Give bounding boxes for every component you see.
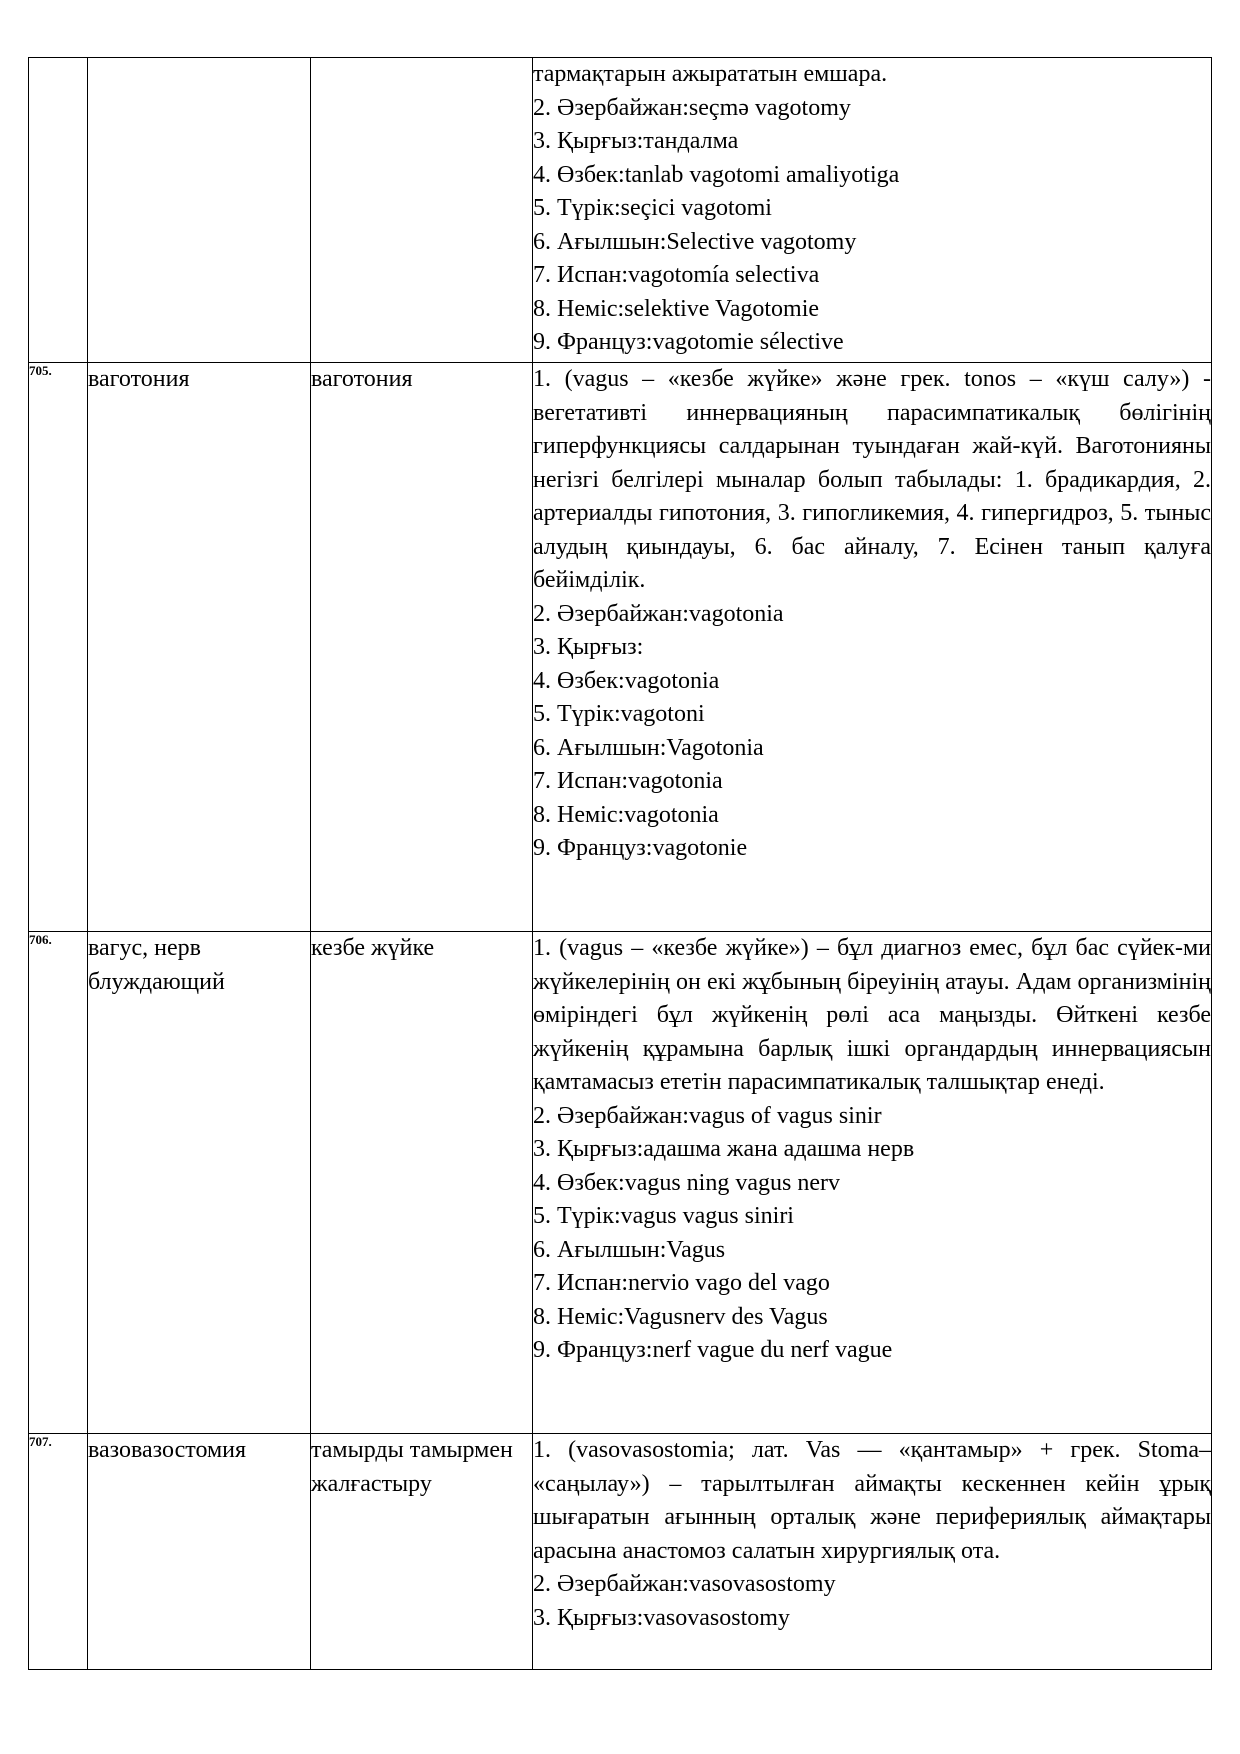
table-row <box>29 932 1212 1434</box>
translation-line: 3. Қырғыз: <box>533 634 644 660</box>
translation-line: 8. Неміс:Vagusnerv des Vagus <box>533 1303 828 1330</box>
translation-line: 6. Ағылшын:Selective vagotomy <box>533 228 857 255</box>
translation-line: 3. Қырғыз:тандалма <box>533 128 739 154</box>
definition-cell <box>533 58 1212 363</box>
translation-line: 5. Түрік:vagus vagus siniri <box>533 1203 794 1229</box>
entry-number: 705. <box>29 363 88 932</box>
translation-line: 7. Испан:nervio vago del vago <box>533 1270 830 1296</box>
term-russian: вазовазостомия <box>88 1434 311 1670</box>
definition-text: тармақтарын ажырататын емшара. <box>533 61 888 87</box>
entry-number: 707. <box>29 1434 88 1670</box>
entry-number <box>29 58 88 363</box>
translation-line: 2. Әзербайжан:vagotonia <box>533 600 784 627</box>
translation-line: 9. Француз:vagotomie sélective <box>533 329 844 355</box>
table-row <box>29 58 1212 363</box>
translation-line: 8. Неміс:vagotonia <box>533 801 719 828</box>
glossary-table <box>28 57 1212 1670</box>
translation-line: 8. Неміс:selektive Vagotomie <box>533 295 820 322</box>
translation-line: 9. Француз:vagotonie <box>533 835 748 861</box>
translation-line: 6. Ағылшын:Vagus <box>533 1236 726 1263</box>
entry-number: 706. <box>29 932 88 1434</box>
term-russian: ваготония <box>88 363 311 932</box>
translation-line: 4. Өзбек:vagus ning vagus nerv <box>533 1169 840 1196</box>
translation-line: 7. Испан:vagotonia <box>533 768 723 794</box>
translation-line: 6. Ағылшын:Vagotonia <box>533 734 764 761</box>
translation-line: 2. Әзербайжан:vasovasostomy <box>533 1571 836 1597</box>
translation-line: 5. Түрік:seçici vagotomi <box>533 195 772 221</box>
definition-text: 1. (vagus – «кезбе жүйке») – бұл диагноз емес, бұл бас сүйек-ми жүйкелерінің он екі жұбының біреуінің атауы. Адам организмінің өміріндегі бұл жүйкенің рөлі аса маңызды. Өйткені кезбе жүйкенің құрамына барлық ішкі органдардың иннервациясын қамтамасыз ететін парасимпатикалық талшықтар енеді. <box>533 935 1211 1095</box>
definition-cell <box>533 363 1212 932</box>
translation-line: 3. Қырғыз:адашма жана адашма нерв <box>533 1136 915 1162</box>
translation-line: 2. Әзербайжан:seçmə vagotomy <box>533 94 851 121</box>
term-russian: вагус, нерв блуждающий <box>88 932 311 1434</box>
term-kazakh <box>311 58 533 363</box>
term-kazakh: ваготония <box>311 363 533 932</box>
translation-line: 5. Түрік:vagotoni <box>533 701 705 727</box>
table-row <box>29 1434 1212 1670</box>
term-russian <box>88 58 311 363</box>
definition-cell <box>533 1434 1212 1670</box>
table-row <box>29 363 1212 932</box>
translation-line: 9. Француз:nerf vague du nerf vague <box>533 1337 893 1363</box>
term-kazakh: тамырды тамырмен жалғастыру <box>311 1434 533 1670</box>
term-kazakh: кезбе жүйке <box>311 932 533 1434</box>
translation-line: 7. Испан:vagotomía selectiva <box>533 262 820 288</box>
translation-line: 3. Қырғыз:vasovasostomy <box>533 1604 790 1631</box>
definition-cell <box>533 932 1212 1434</box>
definition-text: 1. (vasovasostomia; лат. Vas — «қантамыр» + грек. Stoma– «саңылау») – тарылтылған аймақты кескеннен кейін ұрық шығаратын ағынның орталық және перифериялық аймақтары арасына анастомоз салатын хирургиялық ота. <box>533 1437 1211 1564</box>
definition-text: 1. (vagus – «кезбе жүйке» және грек. tonos – «күш салу») - вегетативті иннервацияның парасимпатикалық бөлігінің гиперфункциясы салдарынан туындаған жай-күй. Ваготонияны негізгі белгілері мыналар болып табылады: 1. брадикардия, 2. артериалды гипотония, 3. гипогликемия, 4. гипергидроз, 5. тыныс алудың қиындауы, 6. бас айналу, 7. Есінен танып қалуға бейімділік. <box>533 366 1211 593</box>
translation-line: 4. Өзбек:tanlab vagotomi amaliyotiga <box>533 161 900 188</box>
translation-line: 2. Әзербайжан:vagus of vagus sinir <box>533 1102 882 1129</box>
translation-line: 4. Өзбек:vagotonia <box>533 667 720 694</box>
